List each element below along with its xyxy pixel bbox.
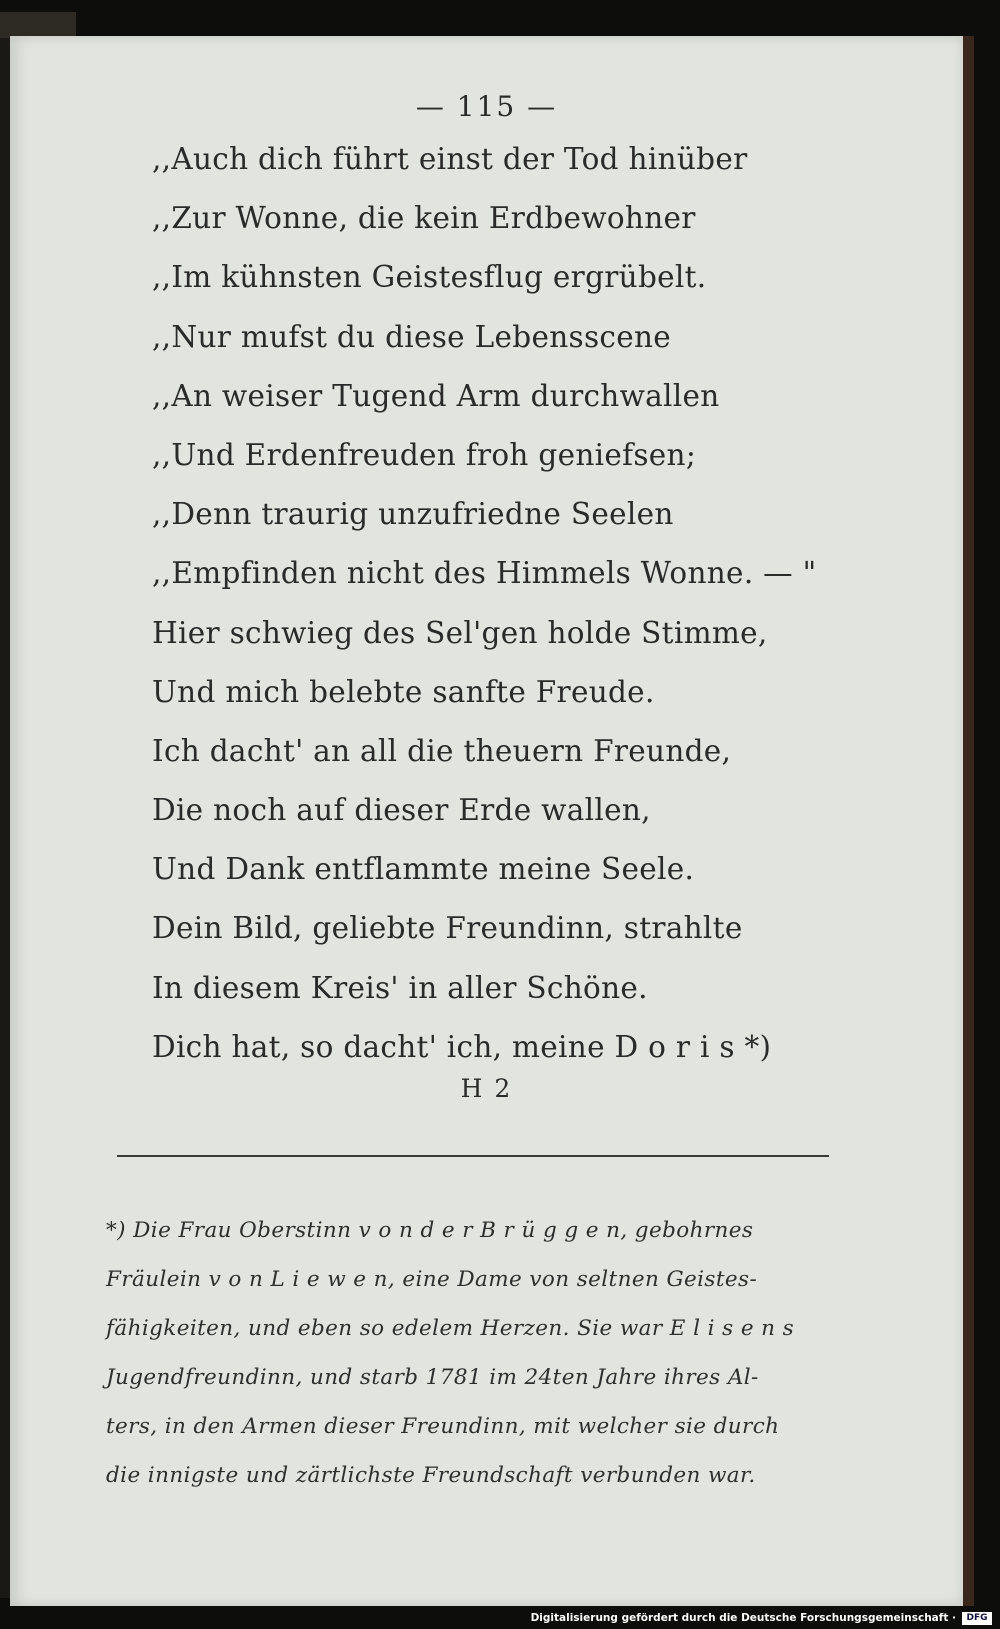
page-number: — 115 — (415, 90, 558, 123)
verse-line: Dich hat, so dacht' ich, meine D o r i s *) (152, 1029, 772, 1064)
footnote (106, 1206, 846, 1500)
book-page (10, 36, 963, 1606)
verse-line: Und Dank entflammte meine Seele. (152, 852, 695, 887)
verse-line: In diesem Kreis' in aller Schöne. (152, 970, 648, 1005)
verse-line: ,,An weiser Tugend Arm durchwallen (152, 378, 720, 413)
verse-line: Hier schwieg des Sel'gen holde Stimme, (152, 615, 768, 650)
footnote-divider (117, 1155, 829, 1157)
verse-line: Die noch auf dieser Erde wallen, (152, 793, 651, 828)
footnote-line: *) Die Frau Oberstinn v o n d e r B r ü g g e n, gebohrnes (106, 1218, 754, 1243)
signature-mark: H 2 (460, 1074, 513, 1103)
book-corner (0, 12, 76, 38)
footnote-line: Jugendfreundinn, und starb 1781 im 24ten Jahre ihres Al- (106, 1365, 759, 1390)
verse-line: ,,Nur mufst du diese Lebensscene (152, 319, 672, 354)
verse-line: ,,Zur Wonne, die kein Erdbewohner (152, 201, 696, 236)
digitization-credit: Digitalisierung gefördert durch die Deutsche Forschungsgemeinschaft · (530, 1612, 956, 1624)
verse-line: Und mich belebte sanfte Freude. (152, 674, 655, 709)
poem-verse (152, 130, 817, 1077)
footnote-line: die innigste und zärtlichste Freundschaft verbunden war. (106, 1463, 756, 1488)
verse-line: ,,Im kühnsten Geistesflug ergrübelt. (152, 260, 707, 295)
verse-line: ,,Auch dich führt einst der Tod hinüber (152, 142, 748, 176)
verse-line: Dein Bild, geliebte Freundinn, strahlte (152, 911, 743, 946)
footnote-line: Fräulein v o n L i e w e n, eine Dame von seltnen Geistes- (106, 1267, 758, 1292)
footnote-line: ters, in den Armen dieser Freundinn, mit welcher sie durch (106, 1414, 780, 1439)
dfg-logo: DFG (962, 1612, 992, 1625)
verse-line: ,,Und Erdenfreuden froh geniefsen; (152, 437, 697, 472)
verse-line: ,,Empfinden nicht des Himmels Wonne. — " (152, 556, 817, 591)
verse-line: Ich dacht' an all die theuern Freunde, (152, 733, 732, 768)
footnote-line: fähigkeiten, und eben so edelem Herzen. Sie war E l i s e n s (106, 1316, 795, 1341)
verse-line: ,,Denn traurig unzufriedne Seelen (152, 497, 674, 532)
